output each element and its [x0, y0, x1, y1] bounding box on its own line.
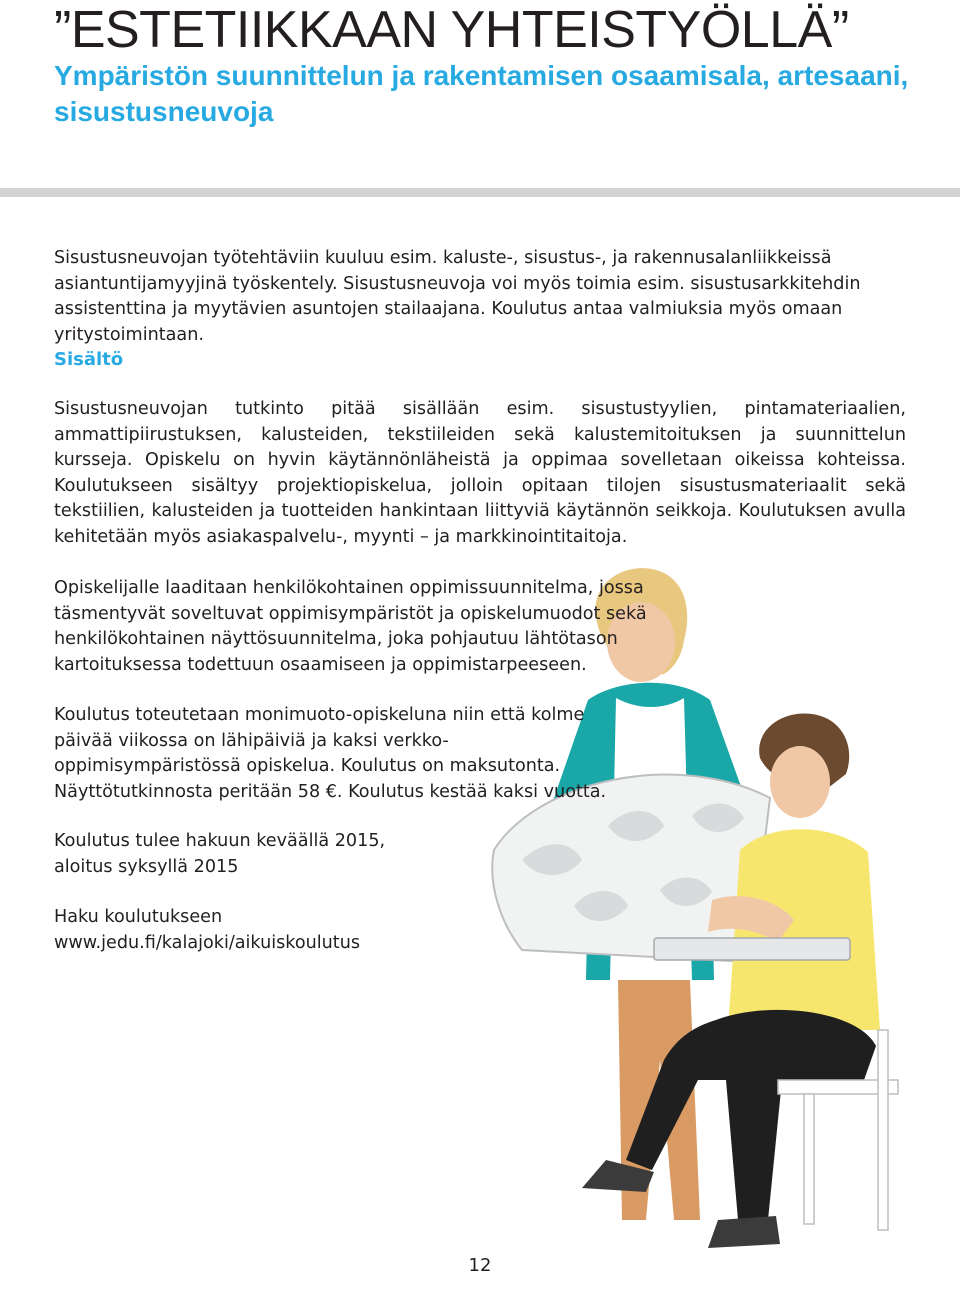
method-paragraph: Koulutus toteutetaan monimuoto-opiskeluna niin että kolme päivää viikossa on lähipäiviä ja kaksi verkko-oppimisympäristössä opiskelua. Koulutus on maksutonta. Näyttötutkinnosta peritään 58 €. Koulutus kestää kaksi vuotta.: [54, 705, 607, 802]
application-info: [54, 829, 454, 880]
application-link-block: [54, 905, 454, 956]
start-period: aloitus syksyllä 2015: [54, 856, 239, 877]
header-divider: [0, 188, 960, 197]
section-heading-content: Sisältö: [54, 349, 124, 370]
page-number: 12: [468, 1255, 492, 1276]
page-title: ”ESTETIIKKAAN YHTEISTYÖLLÄ”: [54, 1, 849, 59]
page-subtitle: Ympäristön suunnittelun ja rakentamisen osaamisala, artesaani, sisustusneuvoja: [54, 60, 909, 127]
intro-paragraph: Sisustusneuvojan työtehtäviin kuuluu esim. kaluste-, sisustus-, ja rakennusalanliikkeissä asiantuntijamyyjinä työskentely. Sisustusneuvoja voi myös toimia esim. sisustusarkkitehdin assistenttina ja myytävien asuntojen stailaajana. Koulutus antaa valmiuksia myös omaan yritystoimintaan.: [54, 248, 861, 345]
application-link-label: Haku koulutukseen: [54, 907, 223, 927]
content-paragraph: Sisustusneuvojan tutkinto pitää sisällään esim. sisustustyylien, pintamateriaalien, ammattipiirustuksen, kalusteiden, tekstiileiden sekä kalustemitoituksen ja suunnittelun kursseja. Opiskelu on hyvin käytännönläheistä ja oppimaa sovelletaan oikeissa kohteissa. Koulutukseen sisältyy projektiopiskelua, jolloin opitaan tilojen sisustusmateriaalit sekä tekstiilien, kalusteiden ja tuotteiden hankintaan liittyviä käytännön seikkoja. Koulutuksen avulla kehitetään myös asiakaspalvelu-, myynti – ja markkinointitaitoja.: [54, 399, 906, 547]
plan-paragraph: Opiskelijalle laaditaan henkilökohtainen oppimissuunnitelma, jossa täsmentyvät soveltuvat oppimisympäristöt ja opiskelumuodot sekä henkilökohtainen näyttösuunnitelma, joka pohjautuu lähtötason kartoituksessa todettuun osaamiseen ja oppimistarpeeseen.: [54, 578, 647, 675]
application-period: Koulutus tulee hakuun keväällä 2015,: [54, 831, 386, 851]
application-url: www.jedu.fi/kalajoki/aikuiskoulutus: [54, 932, 361, 953]
